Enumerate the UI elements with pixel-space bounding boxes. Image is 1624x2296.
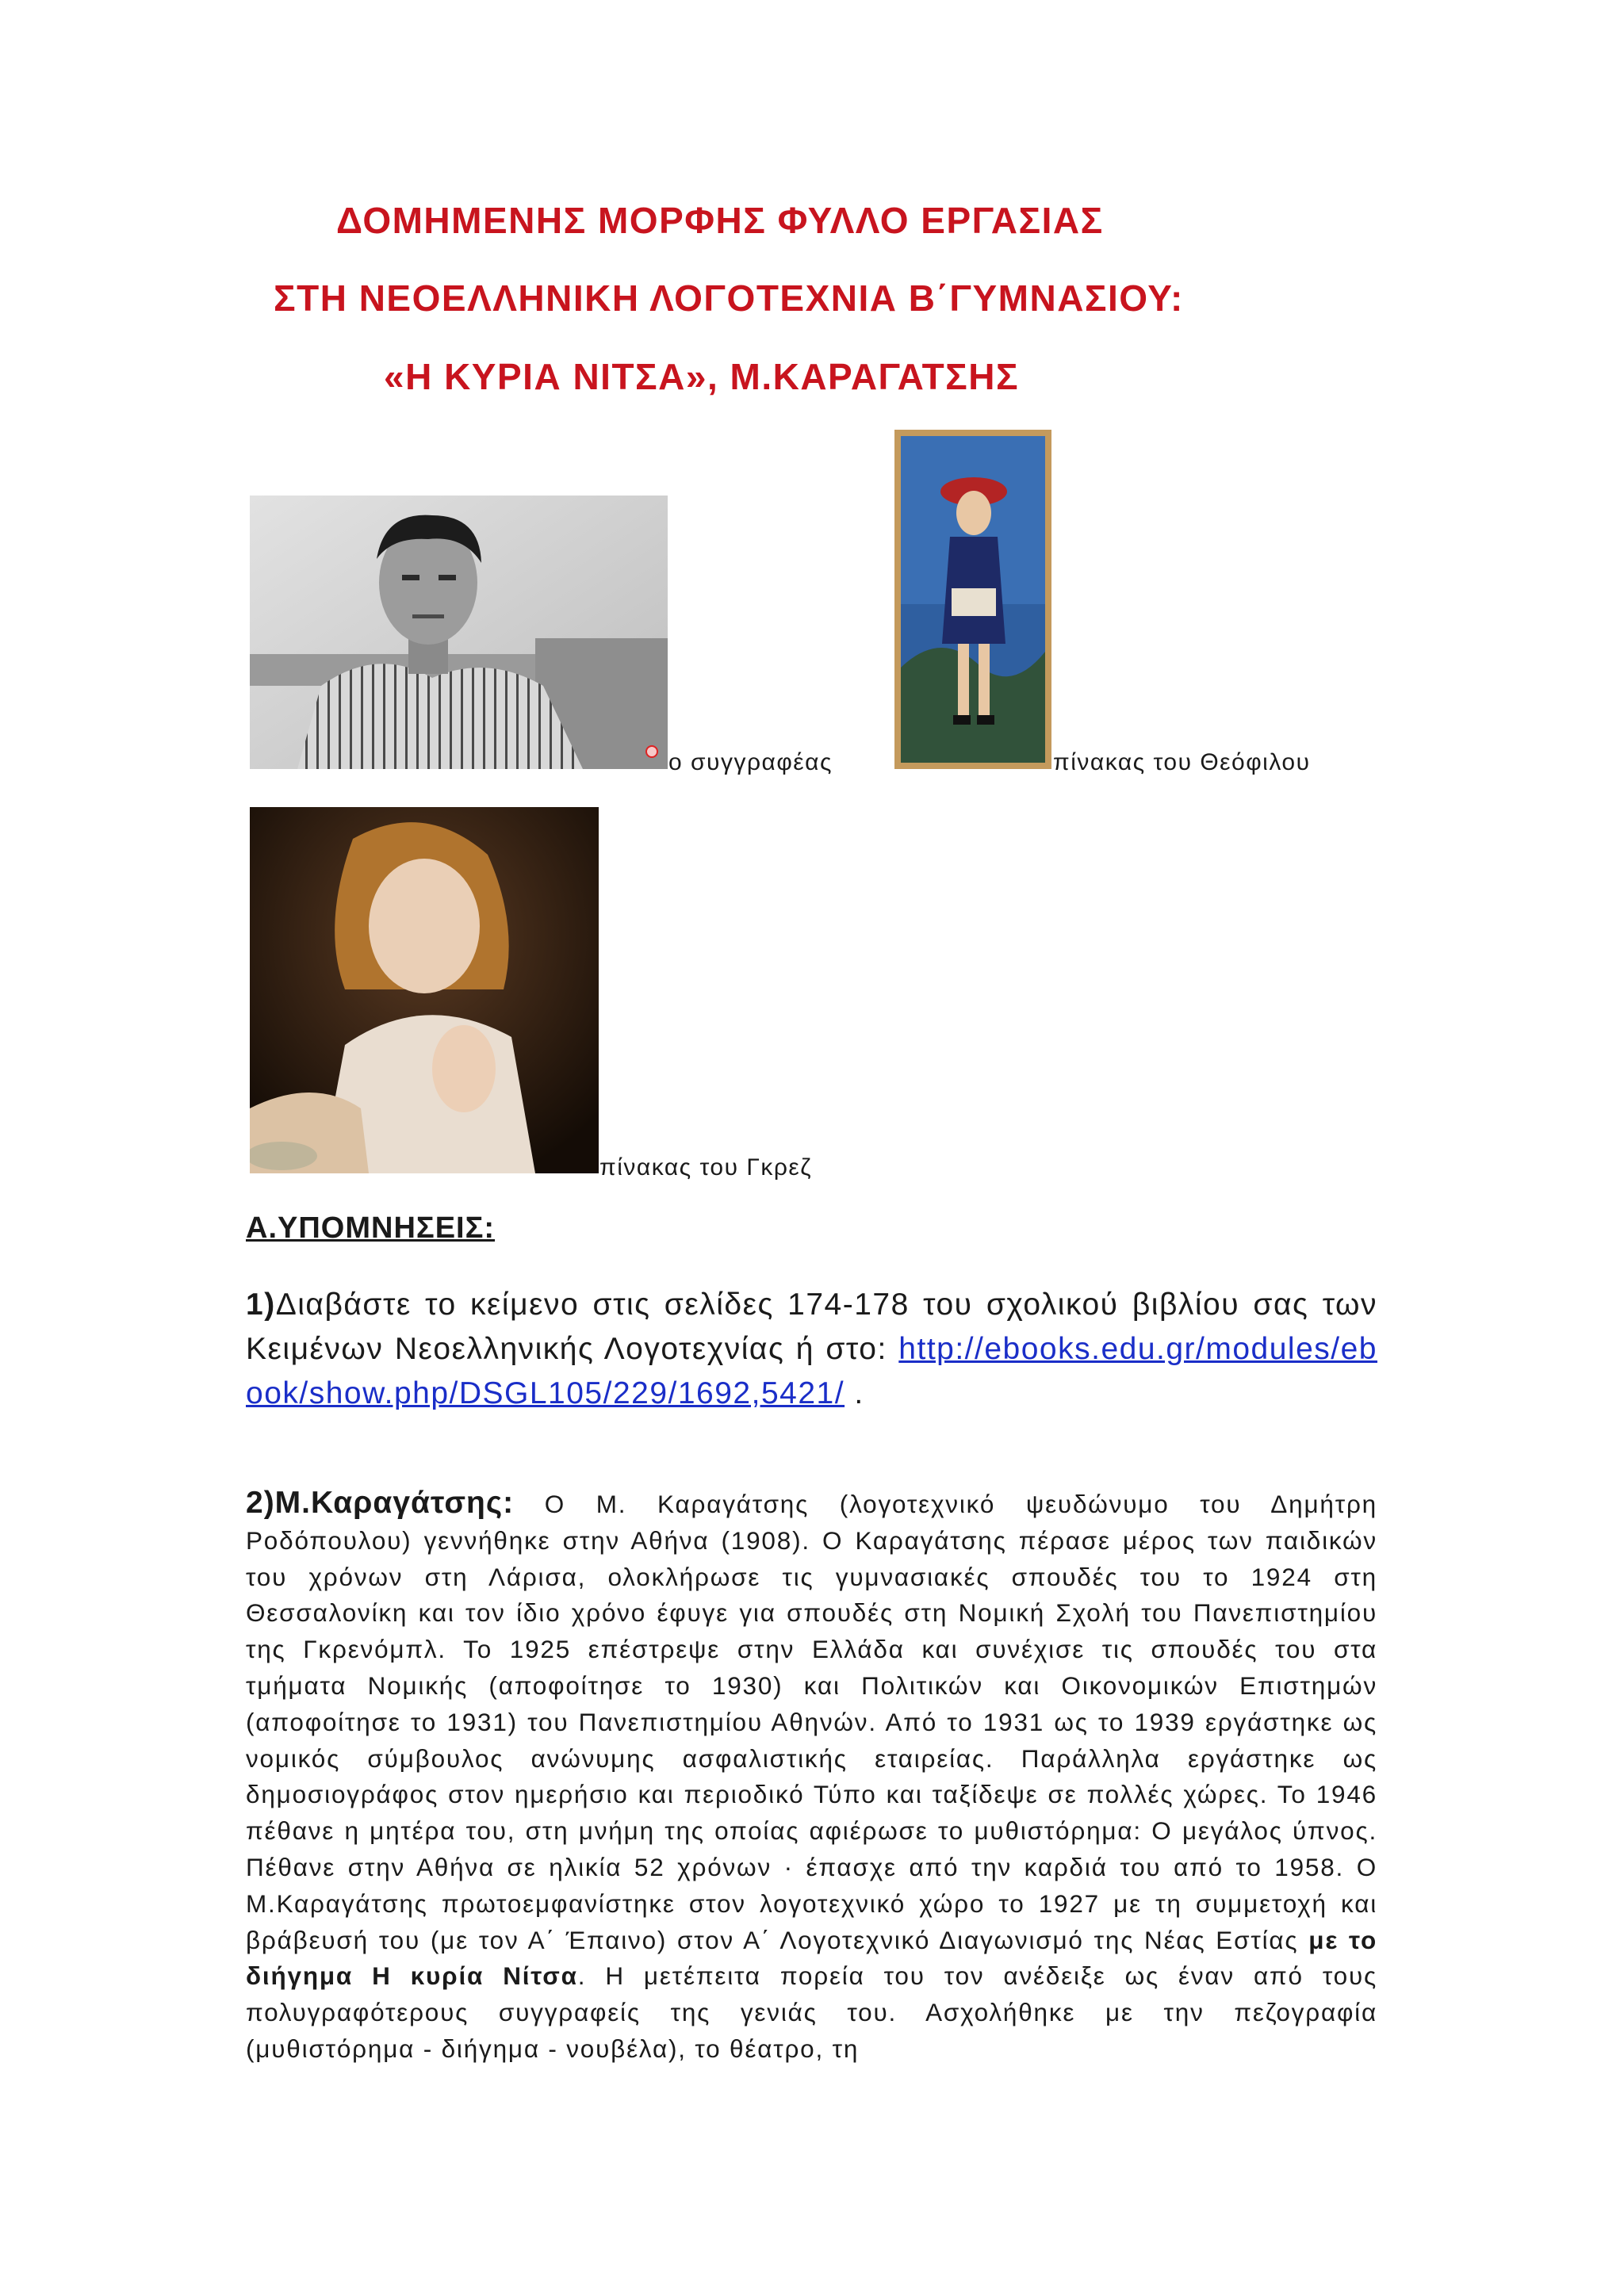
theofilos-painting	[894, 430, 1051, 769]
item-1-paragraph	[246, 1283, 1377, 1416]
author-photo-image	[250, 496, 668, 769]
caption-greuze: πίνακας του Γκρεζ	[599, 1154, 813, 1181]
title-line-1: ΔΟΜΗΜΕΝΗΣ ΜΟΡΦΗΣ ΦΥΛΛΟ ΕΡΓΑΣΙΑΣ	[336, 200, 1104, 241]
item-2-text-b: . Η μετέπειτα πορεία του τον ανέδειξε ως έναν από τους πολυγραφότερους συγγραφείς της γενιάς του. Ασχολήθηκε με την πεζογραφία (μυθιστόρημα - διήγημα - νουβέλα), το θέατρο, τη	[246, 1961, 1377, 2063]
author-photo	[250, 496, 668, 769]
ebook-link[interactable]: http://ebooks.edu.gr/modules/ebook/show.php/DSGL105/229/1692,5421/	[246, 1332, 1377, 1410]
item-1-link-tail: .	[845, 1376, 864, 1410]
item-2-lead: 2)Μ.Καραγάτσης:	[246, 1486, 515, 1520]
caption-author: ο συγγραφέας	[668, 749, 833, 775]
theofilos-painting-image	[894, 430, 1051, 769]
item-2-text-bold: με το διήγημα Η κυρία Νίτσα	[246, 1925, 1377, 1991]
anchor-marker-icon	[645, 745, 658, 758]
item-1-text: Διαβάστε το κείμενο στις σελίδες 174-178 του σχολικού βιβλίου σας των Κειμένων Νεοελληνικής Λογοτεχνίας ή στο:	[246, 1288, 1377, 1366]
greuze-painting-image	[250, 807, 599, 1173]
title-line-2: ΣΤΗ ΝΕΟΕΛΛΗΝΙΚΗ ΛΟΓΟΤΕΧΝΙΑ Β΄ΓΥΜΝΑΣΙΟΥ:	[274, 277, 1184, 319]
item-1-number: 1)	[246, 1288, 276, 1322]
item-2-paragraph	[246, 1485, 1377, 2068]
caption-theofilos: πίνακας του Θεόφιλου	[1053, 749, 1311, 775]
section-heading: Α.ΥΠΟΜΝΗΣΕΙΣ:	[246, 1211, 496, 1245]
title-line-3: «Η ΚΥΡΙΑ ΝΙΤΣΑ», Μ.ΚΑΡΑΓΑΤΣΗΣ	[384, 356, 1020, 397]
greuze-painting	[250, 807, 599, 1173]
item-2-text-a: Ο Μ. Καραγάτσης (λογοτεχνικό ψευδώνυμο του Δημήτρη Ροδόπουλου) γεννήθηκε στην Αθήνα (1908). Ο Καραγάτσης πέρασε μέρος των παιδικών του χρόνων στη Λάρισα, ολοκλήρωσε τις γυμνασιακές σπουδές του το 1924 στη Θεσσαλονίκη και τον ίδιο χρόνο έφυγε για σπουδές στη Νομική Σχολή του Πανεπιστημίου της Γκρενόμπλ. Το 1925 επέστρεψε στην Ελλάδα και συνέχισε τις σπουδές του στα τμήματα Νομικής (αποφοίτησε το 1930) και Πολιτικών και Οικονομικών Επιστημών (αποφοίτησε το 1931) του Πανεπιστημίου Αθηνών. Από το 1931 ως το 1939 εργάστηκε ως νομικός σύμβουλος ανώνυμης ασφαλιστικής εταιρείας. Παράλληλα εργάστηκε ως δημοσιογράφος στον ημερήσιο και περιοδικό Τύπο και ταξίδεψε σε πολλές χώρες. Το 1946 πέθανε η μητέρα του, στη μνήμη της οποίας αφιέρωσε το μυθιστόρημα: Ο μεγάλος ύπνος. Πέθανε στην Αθήνα σε ηλικία 52 χρόνων · έπασχε από την καρδιά του από το 1958. Ο Μ.Καραγάτσης πρωτοεμφανίστηκε στον λογοτεχνικό χώρο το 1927 με τη συμμετοχή και βράβευσή του (με τον Α΄ Έπαινο) στον Α΄ Λογοτεχνικό Διαγωνισμό της Νέας Εστίας	[246, 1490, 1377, 1954]
